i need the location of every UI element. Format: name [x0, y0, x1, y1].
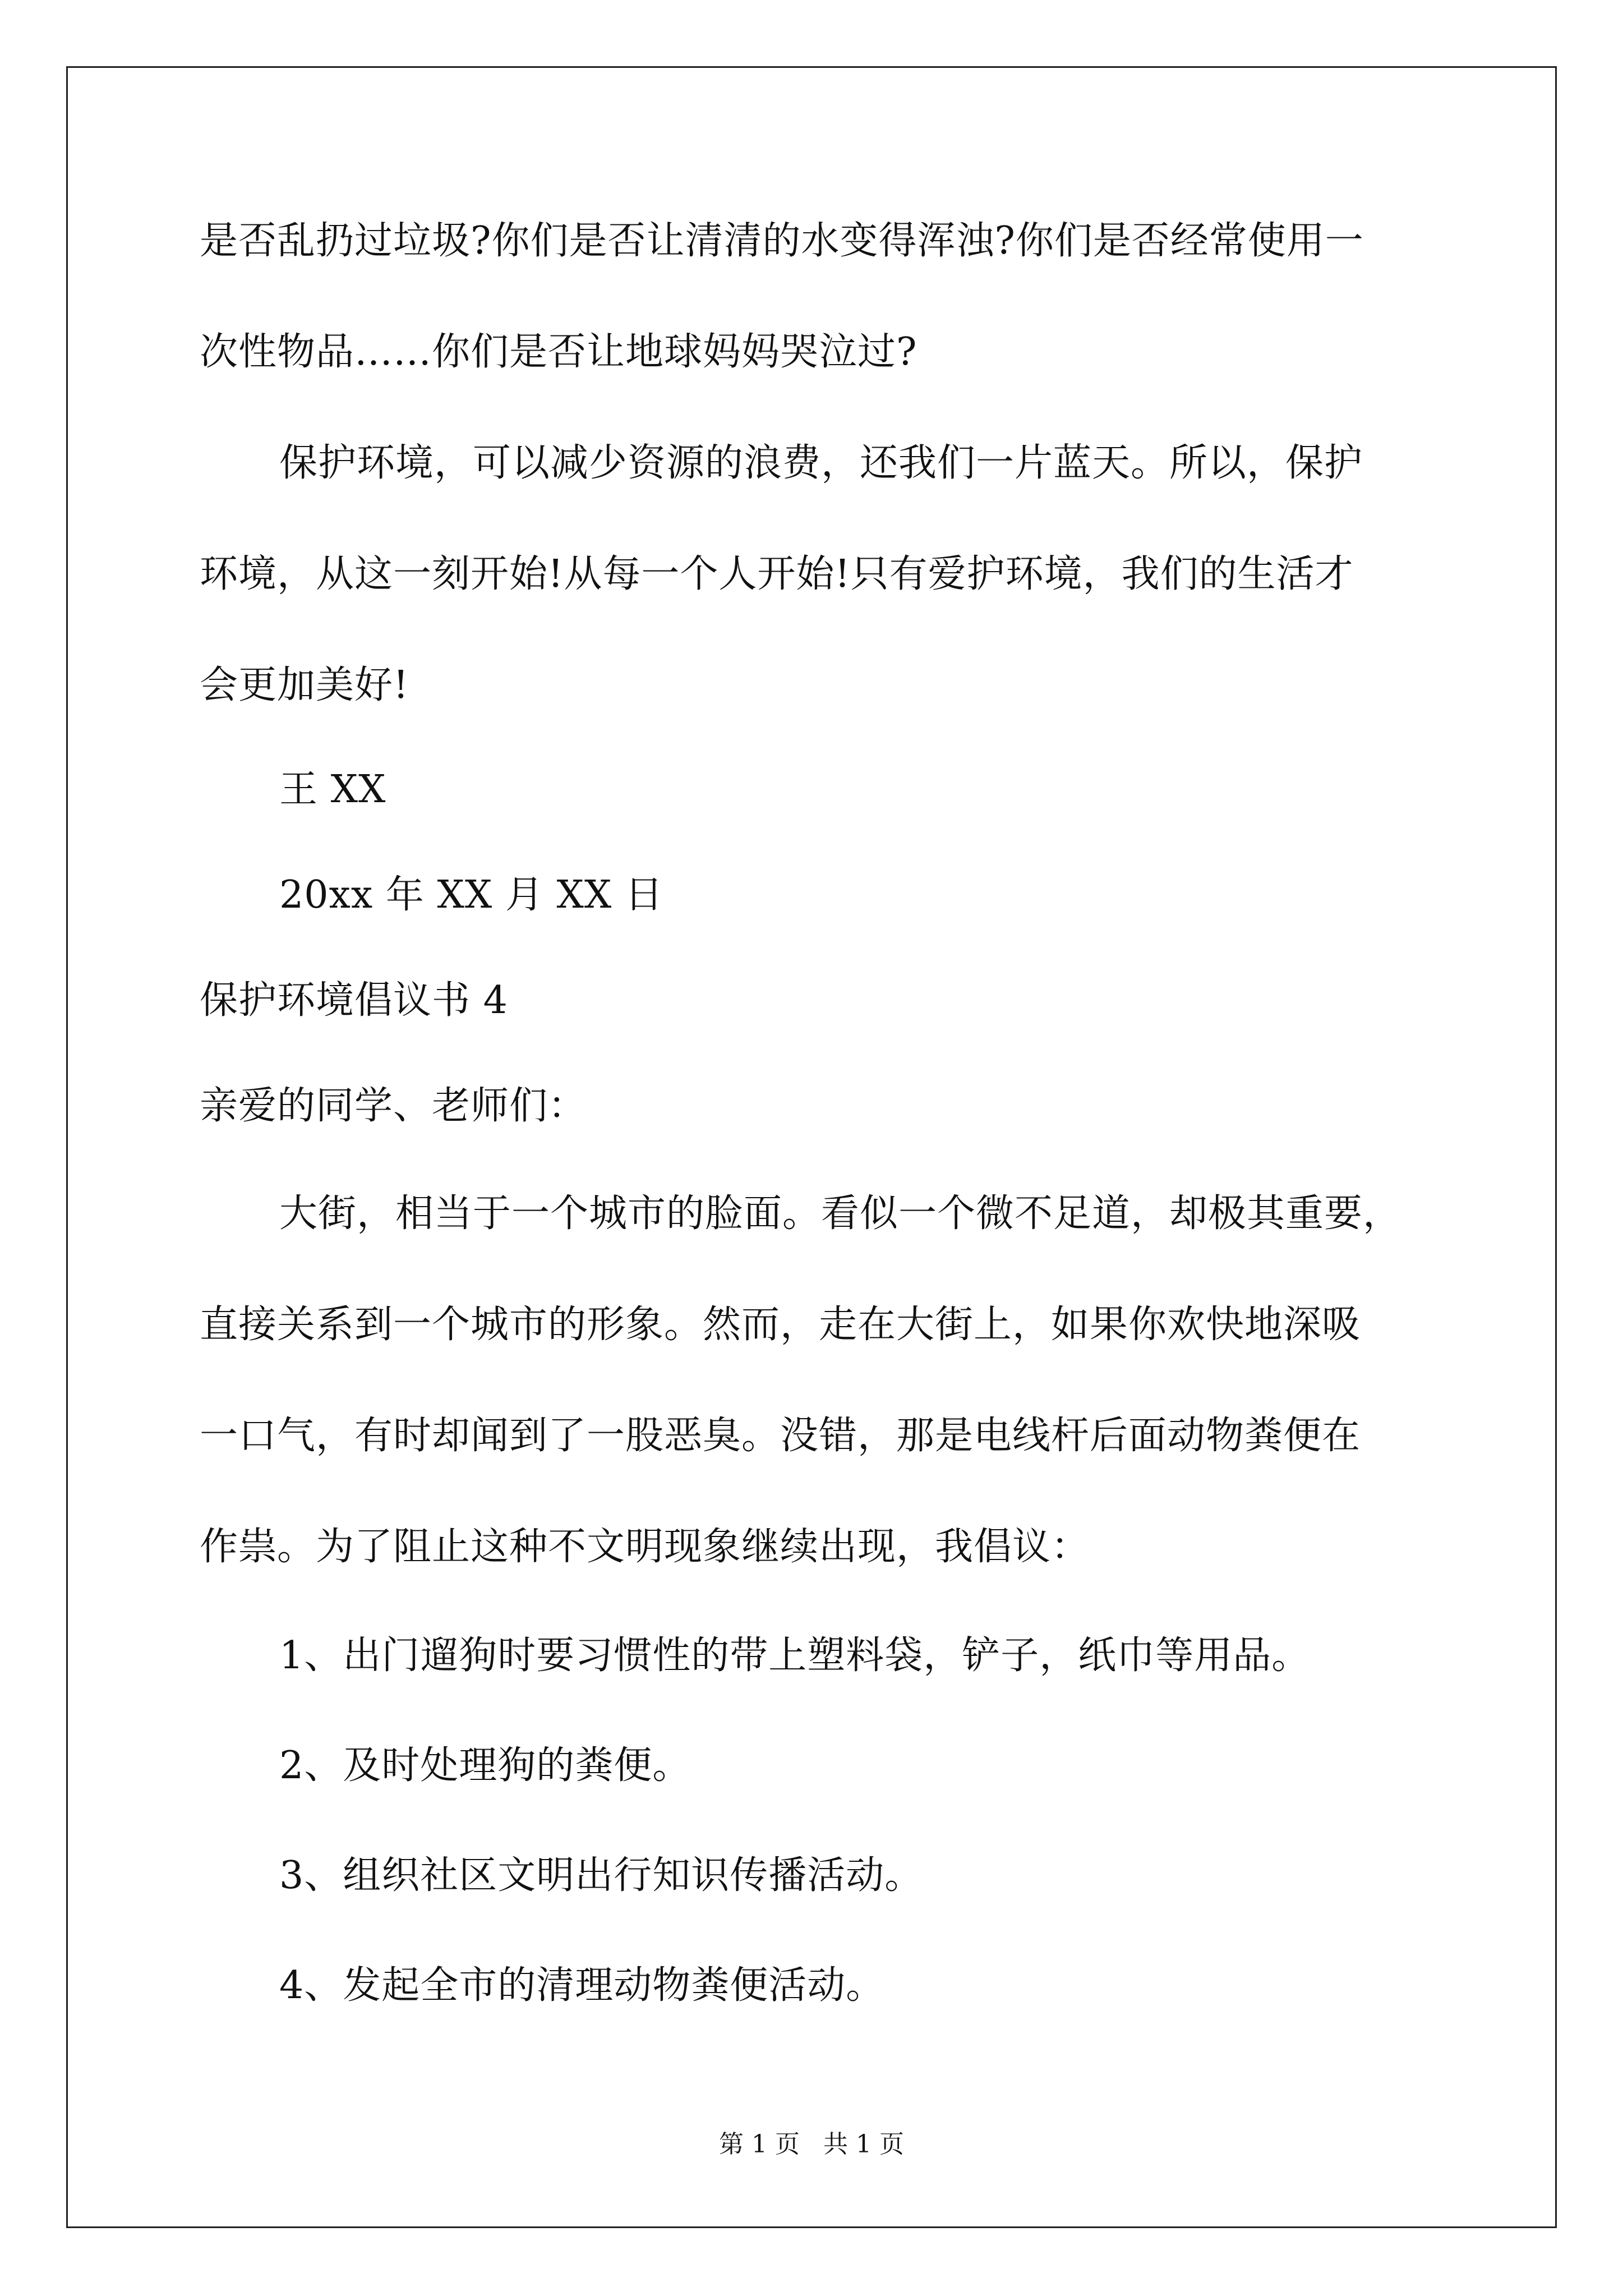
signature-name: 王 XX — [279, 767, 386, 812]
body-line-5: 会更加美好! — [200, 663, 409, 707]
body-line-1: 是否乱扔过垃圾?你们是否让清清的水变得浑浊?你们是否经常使用一 — [200, 219, 1364, 263]
section-heading: 保护环境倡议书 4 — [200, 978, 508, 1023]
salutation: 亲爱的同学、老师们： — [200, 1084, 587, 1128]
body-line-4: 环境，从这一刻开始!从每一个人开始!只有爱护环境，我们的生活才 — [200, 552, 1354, 596]
body-line-9: 作祟。为了阻止这种不文明现象继续出现，我倡议： — [200, 1525, 1090, 1569]
list-item-4: 4、发起全市的清理动物粪便活动。 — [279, 1963, 885, 2008]
list-item-1: 1、出门遛狗时要习惯性的带上塑料袋，铲子，纸巾等用品。 — [279, 1634, 1311, 1678]
list-item-3: 3、组织社区文明出行知识传播活动。 — [279, 1853, 924, 1898]
signature-date: 20xx 年 XX 月 XX 日 — [279, 873, 663, 917]
body-line-2: 次性物品……你们是否让地球妈妈哭泣过? — [200, 330, 917, 374]
page-border — [66, 66, 1557, 2228]
body-line-8: 一口气，有时却闻到了一股恶臭。没错，那是电线杆后面动物粪便在 — [200, 1414, 1361, 1458]
body-line-6: 大街，相当于一个城市的脸面。看似一个微不足道，却极其重要， — [279, 1191, 1402, 1236]
list-item-2: 2、及时处理狗的粪便。 — [279, 1743, 691, 1788]
page-number-footer: 第 1 页 共 1 页 — [719, 2130, 904, 2159]
body-line-7: 直接关系到一个城市的形象。然而，走在大街上，如果你欢快地深吸 — [200, 1303, 1361, 1347]
body-line-3: 保护环境，可以减少资源的浪费，还我们一片蓝天。所以，保护 — [279, 441, 1363, 485]
